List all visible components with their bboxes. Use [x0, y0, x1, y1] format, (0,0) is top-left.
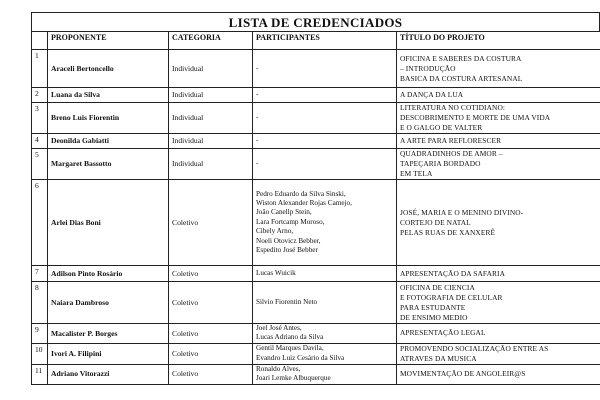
project-title-line: LITERATURA NO COTIDIANO: — [400, 103, 506, 112]
header-participants: PARTICIPANTES — [253, 32, 397, 50]
project-title-line: A ARTE PARA REFLORESCER — [400, 136, 502, 145]
project-title-line: ATRAVES DA MUSICA — [400, 353, 477, 363]
project-title-line: E FOTOGRAFIA DE CELULAR — [400, 292, 503, 302]
participants — [253, 324, 397, 344]
participants — [253, 88, 397, 103]
participants-line: Espedito José Bebber — [256, 246, 318, 255]
category: Coletivo — [169, 180, 253, 266]
project-title-line: JOSÉ, MARIA E O MENINO DIVINO- — [400, 207, 524, 217]
category: Coletivo — [169, 266, 253, 282]
participants — [253, 134, 397, 149]
category: Individual — [169, 103, 253, 134]
participants-line: Cibely Arno, — [256, 227, 294, 236]
proponent-name: Adriano Vitorazzi — [48, 364, 169, 384]
proponent-name: Margaret Bassotto — [48, 149, 169, 180]
category: Coletivo — [169, 343, 253, 364]
header-project-title: TÍTULO DO PROJETO — [397, 32, 600, 50]
participants — [253, 50, 397, 88]
table-row — [32, 266, 600, 282]
header-category: CATEGORIA — [169, 32, 253, 50]
row-number: 11 — [32, 364, 48, 384]
project-title-line: PROMOVENDO SOCIALIZAÇÃO ENTRE AS — [400, 343, 549, 353]
project-title-line: QUADRADINHOS DE AMOR – — [400, 149, 503, 158]
proponent-name: Deonilda Gabiatti — [48, 134, 169, 149]
participants-line: Ronaldo Alves, — [256, 364, 301, 373]
row-number: 10 — [32, 343, 48, 364]
participants-line: Wiston Alexander Rojas Camejo, — [256, 198, 352, 207]
project-title — [397, 103, 600, 134]
project-title-line: TAPEÇARIA BORDADO — [400, 159, 481, 168]
table-row — [32, 282, 600, 324]
table-row — [32, 343, 600, 364]
category: Individual — [169, 50, 253, 88]
table-row — [32, 88, 600, 103]
row-number: 7 — [32, 266, 48, 282]
project-title-line: A DANÇA DA LUA — [400, 90, 464, 99]
row-number: 4 — [32, 134, 48, 149]
participants-line: Silvio Fiorentin Neto — [256, 297, 318, 306]
proponent-name: Macalister P. Borges — [48, 324, 169, 344]
project-title-line: DE ENSIMO MEDIO — [400, 312, 468, 322]
proponent-name: Ivori A. Filipini — [48, 343, 169, 364]
row-number: 9 — [32, 324, 48, 344]
participants-line: Joel José Antes, — [256, 324, 302, 332]
proponent-name: Naiara Dambroso — [48, 282, 169, 324]
participants-line: Lara Fortcamp Moroso, — [256, 217, 325, 226]
participants-line: - — [256, 159, 259, 168]
project-title — [397, 343, 600, 364]
project-title-line: OFICINA DE CIENCIA — [400, 282, 475, 292]
participants-line: - — [256, 63, 259, 72]
header-proponent: PROPONENTE — [48, 32, 169, 50]
participants — [253, 149, 397, 180]
participants-line: João Canellp Stein, — [256, 208, 312, 217]
category: Individual — [169, 134, 253, 149]
participants-line: Noeli Otovicz Bebber, — [256, 236, 321, 245]
project-title-line: PELAS RUAS DE XANXERÊ — [400, 227, 496, 237]
proponent-name: Breno Luis Fiorentin — [48, 103, 169, 134]
row-number: 2 — [32, 88, 48, 103]
project-title-line: BASICA DA COSTURA ARTESANAL — [400, 73, 523, 83]
project-title-line: PARA ESTUDANTE — [400, 302, 466, 312]
proponent-name: Araceli Bertoncello — [48, 50, 169, 88]
table-row — [32, 50, 600, 88]
participants-line: - — [256, 90, 259, 99]
project-title-line: MOVIMENTAÇÃO DE ANGOLEIR@S — [400, 369, 526, 379]
project-title — [397, 50, 600, 88]
participants-line: Lucas Adriano da Silva — [256, 333, 324, 342]
participants — [253, 364, 397, 384]
project-title-line: – INTRODUÇÃO — [400, 63, 456, 73]
project-title-line: DESCOBRIMENTO E MORTE DE UMA VIDA — [400, 113, 551, 122]
category: Coletivo — [169, 364, 253, 384]
participants — [253, 103, 397, 134]
project-title-line: EM TELA — [400, 169, 433, 178]
table-row — [32, 180, 600, 266]
proponent-name: Arlei Dias Boni — [48, 180, 169, 266]
credentials-table — [31, 31, 600, 385]
category: Individual — [169, 88, 253, 103]
row-number: 6 — [32, 180, 48, 266]
project-title — [397, 134, 600, 149]
project-title — [397, 266, 600, 282]
row-number: 1 — [32, 50, 48, 88]
project-title-line: CORTEJO DE NATAL — [400, 217, 471, 227]
project-title — [397, 364, 600, 384]
participants-line: Gentil Marques Davila, — [256, 344, 324, 353]
document-title: LISTA DE CREDENCIADOS — [31, 12, 600, 31]
project-title-line: OFICINA E SABERES DA COSTURA — [400, 53, 522, 63]
participants — [253, 180, 397, 266]
project-title-line: E O GALGO DE VALTER — [400, 123, 483, 132]
category: Individual — [169, 149, 253, 180]
project-title — [397, 282, 600, 324]
participants-line: Joari Lemke Albuquerque — [256, 374, 331, 383]
table-row — [32, 134, 600, 149]
proponent-name: Adilson Pinto Rosário — [48, 266, 169, 282]
proponent-name: Luana da Silva — [48, 88, 169, 103]
participants-line: - — [256, 113, 259, 122]
participants-line: Lucas Wuicik — [256, 268, 296, 277]
table-body — [32, 50, 600, 385]
table-row — [32, 364, 600, 384]
participants-line: - — [256, 136, 259, 145]
project-title — [397, 324, 600, 344]
project-title — [397, 88, 600, 103]
row-number: 3 — [32, 103, 48, 134]
table-row — [32, 149, 600, 180]
row-number: 8 — [32, 282, 48, 324]
document-page — [31, 12, 600, 400]
project-title — [397, 149, 600, 180]
table-row — [32, 324, 600, 344]
row-number: 5 — [32, 149, 48, 180]
participants-line: Evandro Luiz Cesário da Silva — [256, 353, 345, 362]
participants — [253, 266, 397, 282]
participants — [253, 343, 397, 364]
participants — [253, 282, 397, 324]
project-title-line: APRESENTAÇÃO LEGAL — [400, 328, 486, 338]
table-header-row — [32, 32, 600, 50]
category: Coletivo — [169, 324, 253, 344]
category: Coletivo — [169, 282, 253, 324]
participants-line: Pedro Eduardo da Silva Sinski, — [256, 189, 346, 198]
project-title — [397, 180, 600, 266]
project-title-line: APRESENTAÇÃO DA SAFARIA — [400, 268, 506, 278]
header-number — [32, 32, 48, 50]
table-row — [32, 103, 600, 134]
